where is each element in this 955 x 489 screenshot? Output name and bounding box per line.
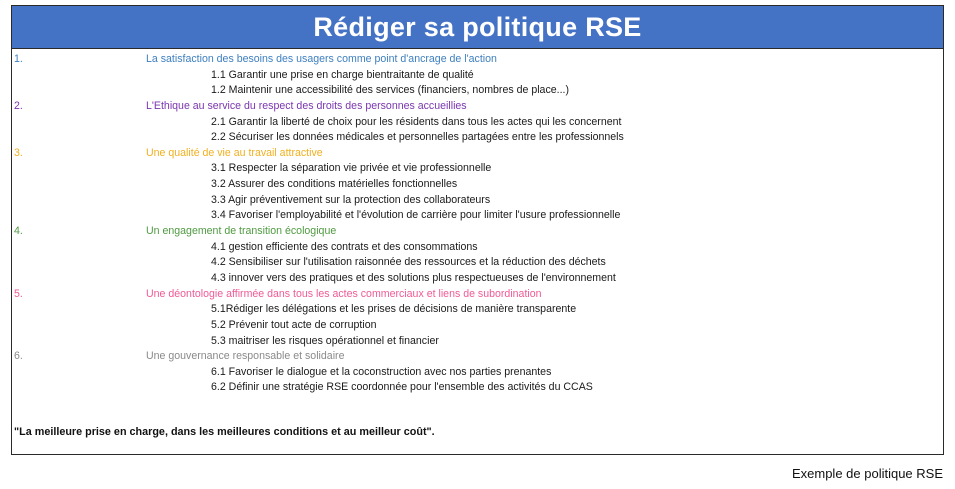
sub-item: 2.2 Sécuriser les données médicales et personnelles partagées entre les professionnels <box>211 131 624 144</box>
sub-item-row <box>12 68 943 84</box>
sub-item: 5.2 Prévenir tout acte de corruption <box>211 318 377 331</box>
sub-item-row <box>12 334 943 350</box>
sub-item: 4.1 gestion efficiente des contrats et des consommations <box>211 240 478 253</box>
sub-item: 1.1 Garantir une prise en charge bientraitante de qualité <box>211 68 474 81</box>
theme-label: Une gouvernance responsable et solidaire <box>146 350 345 363</box>
theme-label: Une qualité de vie au travail attractive <box>146 146 323 159</box>
sub-item-row <box>12 130 943 146</box>
figure-caption: Exemple de politique RSE <box>791 466 943 481</box>
sub-item-row <box>12 161 943 177</box>
motto-quote: "La meilleure prise en charge, dans les meilleures conditions et au meilleur coût". <box>14 426 435 438</box>
theme-label: L'Ethique au service du respect des droits des personnes accueillies <box>146 99 467 112</box>
sub-item: 3.3 Agir préventivement sur la protection des collaborateurs <box>211 193 491 206</box>
theme-number: 1. <box>14 53 23 65</box>
sub-item: 4.3 innover vers des pratiques et des solutions plus respectueuses de l'environnement <box>211 271 616 284</box>
sub-item-row <box>12 208 943 224</box>
sub-item: 6.1 Favoriser le dialogue et la coconstruction avec nos parties prenantes <box>211 365 552 378</box>
sub-item-row <box>12 302 943 318</box>
theme-row <box>12 52 943 68</box>
theme-row <box>12 99 943 115</box>
sub-item-row <box>12 255 943 271</box>
sub-item-row <box>12 365 943 381</box>
theme-label: La satisfaction des besoins des usagers comme point d'ancrage de l'action <box>146 53 497 65</box>
sub-item: 5.1Rédiger les délégations et les prises de décisions de manière transparente <box>211 303 577 316</box>
sub-item-row <box>12 240 943 256</box>
theme-number: 2. <box>14 99 23 112</box>
sub-item-row <box>12 177 943 193</box>
theme-number: 4. <box>14 225 23 238</box>
sub-item: 3.2 Assurer des conditions matérielles fonctionnelles <box>211 178 458 191</box>
sub-item-row <box>12 271 943 287</box>
theme-label: Une déontologie affirmée dans tous les actes commerciaux et liens de subordination <box>146 287 542 300</box>
sub-item-row <box>12 83 943 99</box>
theme-row <box>12 146 943 162</box>
sub-item: 5.3 maitriser les risques opérationnel et financier <box>211 334 439 347</box>
sub-item-row <box>12 193 943 209</box>
theme-number: 5. <box>14 287 23 300</box>
sub-item-row <box>12 380 943 396</box>
theme-row <box>12 349 943 365</box>
policy-list <box>12 52 943 396</box>
theme-number: 3. <box>14 146 23 159</box>
sub-item: 6.2 Définir une stratégie RSE coordonnée pour l'ensemble des activités du CCAS <box>211 381 593 394</box>
sub-item: 3.1 Respecter la séparation vie privée et vie professionnelle <box>211 162 492 175</box>
sub-item: 4.2 Sensibiliser sur l'utilisation raisonnée des ressources et la réduction des déchets <box>211 256 606 269</box>
theme-number: 6. <box>14 350 23 363</box>
sub-item-row <box>12 318 943 334</box>
sub-item-row <box>12 115 943 131</box>
theme-row <box>12 287 943 303</box>
theme-label: Un engagement de transition écologique <box>146 225 337 238</box>
theme-row <box>12 224 943 240</box>
sub-item: 2.1 Garantir la liberté de choix pour les résidents dans tous les actes qui les concernent <box>211 115 622 128</box>
sub-item: 3.4 Favoriser l'employabilité et l'évolution de carrière pour limiter l'usure professionnelle <box>211 209 621 222</box>
sub-item: 1.2 Maintenir une accessibilité des services (financiers, nombres de place...) <box>211 84 569 97</box>
page-title: Rédiger sa politique RSE <box>12 6 943 49</box>
document-frame <box>11 5 944 455</box>
